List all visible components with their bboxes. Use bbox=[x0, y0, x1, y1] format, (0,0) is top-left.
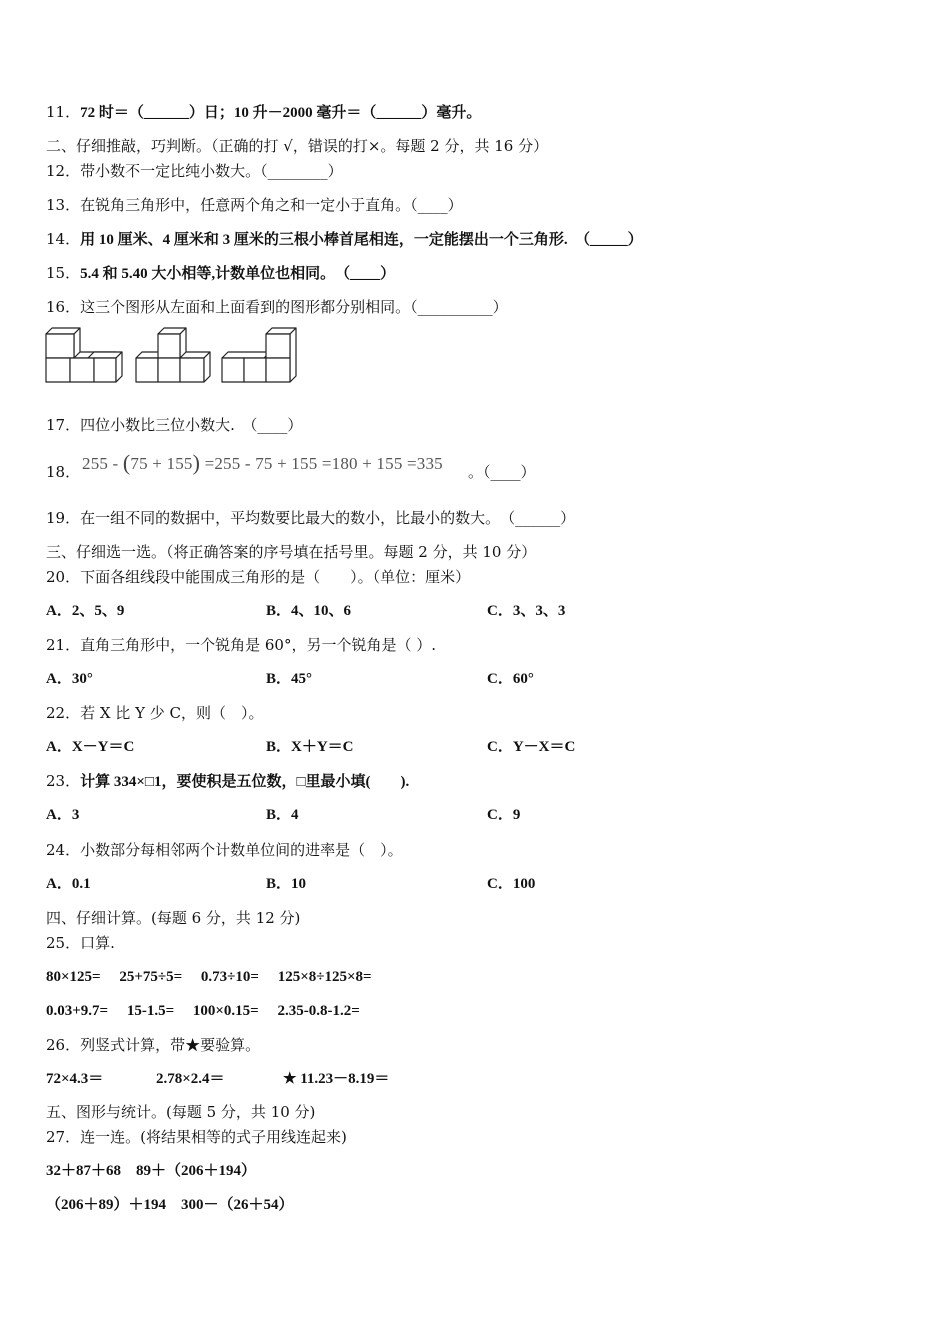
question-27 bbox=[46, 1127, 347, 1147]
question-number: 14． bbox=[46, 230, 81, 248]
question-25 bbox=[46, 933, 115, 953]
question-text: 直角三角形中，一个锐角是 60°，另一个锐角是（ ）. bbox=[80, 636, 436, 654]
cube-figure-3 bbox=[222, 328, 296, 382]
question-number: 22． bbox=[46, 704, 81, 722]
question-text: 用 10 厘米、4 厘米和 3 厘米的三根小棒首尾相连，一定能摆出一个三角形. （_____） bbox=[80, 232, 643, 248]
vertical-calc-item-3: ★ 11.23－8.19＝ bbox=[283, 1071, 390, 1087]
question-text: 带小数不一定比纯小数大。（________） bbox=[80, 162, 343, 180]
option-c[interactable]: C．9 bbox=[487, 807, 521, 823]
cube-figures bbox=[44, 326, 304, 386]
question-text: 口算. bbox=[80, 934, 115, 952]
option-c[interactable]: C．60° bbox=[487, 671, 534, 687]
option-a[interactable]: A．2、5、9 bbox=[46, 603, 125, 619]
option-b[interactable]: B．4 bbox=[266, 807, 299, 823]
question-text: 5.4 和 5.40 大小相等,计数单位也相同。 （____） bbox=[80, 266, 396, 282]
question-number: 26． bbox=[46, 1036, 81, 1054]
question-text: 四位小数比三位小数大. （____） bbox=[80, 416, 303, 434]
question-24 bbox=[46, 840, 403, 860]
question-text: 72 时＝（______）日；10 升－2000 毫升＝（______）毫升。 bbox=[80, 105, 482, 121]
question-16 bbox=[46, 297, 508, 317]
option-c[interactable]: C．3、3、3 bbox=[487, 603, 566, 619]
oral-calc-row-2: 0.03+9.7= 15-1.5= 100×0.15= 2.35-0.8-1.2= bbox=[46, 1003, 360, 1019]
option-b[interactable]: B．45° bbox=[266, 671, 313, 687]
question-18-formula: 255 - (75 + 155) =255 - 75 + 155 =180 + 155 =335 bbox=[82, 450, 443, 475]
question-number: 27． bbox=[46, 1128, 81, 1146]
match-row-1: 32＋87＋68 89＋（206＋194） bbox=[46, 1163, 257, 1179]
question-text: 连一连。(将结果相等的式子用线连起来) bbox=[80, 1128, 347, 1146]
question-text: 计算 334×□1，要使积是五位数，□里最小填( ). bbox=[80, 774, 410, 790]
question-26 bbox=[46, 1035, 260, 1055]
question-number: 11． bbox=[46, 103, 81, 121]
question-text: 列竖式计算，带★要验算。 bbox=[80, 1036, 261, 1054]
question-number: 12． bbox=[46, 162, 81, 180]
option-b[interactable]: B．X＋Y＝C bbox=[266, 739, 354, 755]
question-19 bbox=[46, 508, 575, 528]
question-11 bbox=[46, 102, 481, 123]
section-5-title: 五、图形与统计。(每题 5 分，共 10 分) bbox=[46, 1103, 316, 1121]
question-number: 20． bbox=[46, 568, 81, 586]
question-text: 这三个图形从左面和上面看到的图形都分别相同。（__________） bbox=[80, 298, 508, 316]
cube-figure-1 bbox=[46, 328, 122, 382]
question-18-suffix: 。（____） bbox=[468, 463, 536, 481]
option-c[interactable]: C．100 bbox=[487, 876, 536, 892]
question-number: 13． bbox=[46, 196, 81, 214]
question-number: 15． bbox=[46, 264, 81, 282]
question-18-number: 18． bbox=[46, 463, 81, 481]
question-text: 若 X 比 Y 少 C，则（ ）。 bbox=[80, 704, 264, 722]
question-text: 在一组不同的数据中，平均数要比最大的数小，比最小的数大。 （______） bbox=[80, 509, 576, 527]
question-12 bbox=[46, 161, 343, 181]
section-3-title: 三、仔细选一选。（将正确答案的序号填在括号里。每题 2 分，共 10 分） bbox=[46, 543, 537, 561]
section-4-title: 四、仔细计算。(每题 6 分，共 12 分) bbox=[46, 909, 301, 927]
oral-calc-row-1: 80×125= 25+75÷5= 0.73÷10= 125×8÷125×8= bbox=[46, 969, 372, 985]
question-17 bbox=[46, 415, 302, 435]
question-number: 25． bbox=[46, 934, 81, 952]
option-a[interactable]: A．0.1 bbox=[46, 876, 91, 892]
option-a[interactable]: A．X－Y＝C bbox=[46, 739, 135, 755]
vertical-calc-item-2: 2.78×2.4＝ bbox=[156, 1071, 225, 1087]
option-b[interactable]: B．10 bbox=[266, 876, 307, 892]
question-21 bbox=[46, 635, 436, 655]
question-number: 21． bbox=[46, 636, 81, 654]
vertical-calc-item-1: 72×4.3＝ bbox=[46, 1071, 104, 1087]
question-text: 下面各组线段中能围成三角形的是（ ）。（单位：厘米） bbox=[80, 568, 471, 586]
question-number: 24． bbox=[46, 841, 81, 859]
section-2-title: 二、仔细推敲，巧判断。（正确的打 √，错误的打×。每题 2 分，共 16 分） bbox=[46, 137, 549, 155]
match-row-2: （206＋89）＋194 300－（26＋54） bbox=[46, 1197, 294, 1213]
option-a[interactable]: A．30° bbox=[46, 671, 93, 687]
question-13 bbox=[46, 195, 463, 215]
option-b[interactable]: B．4、10、6 bbox=[266, 603, 352, 619]
question-number: 23． bbox=[46, 772, 81, 790]
question-number: 19． bbox=[46, 509, 81, 527]
question-text: 小数部分每相邻两个计数单位间的进率是（ ）。 bbox=[80, 841, 403, 859]
question-14 bbox=[46, 229, 643, 250]
question-23 bbox=[46, 771, 409, 792]
option-a[interactable]: A．3 bbox=[46, 807, 80, 823]
question-22 bbox=[46, 703, 264, 723]
option-c[interactable]: C．Y－X＝C bbox=[487, 739, 576, 755]
question-20 bbox=[46, 567, 470, 587]
question-text: 在锐角三角形中，任意两个角之和一定小于直角。（____） bbox=[80, 196, 463, 214]
cube-figure-2 bbox=[136, 328, 210, 382]
question-number: 17． bbox=[46, 416, 81, 434]
question-15 bbox=[46, 263, 395, 284]
question-number: 16． bbox=[46, 298, 81, 316]
